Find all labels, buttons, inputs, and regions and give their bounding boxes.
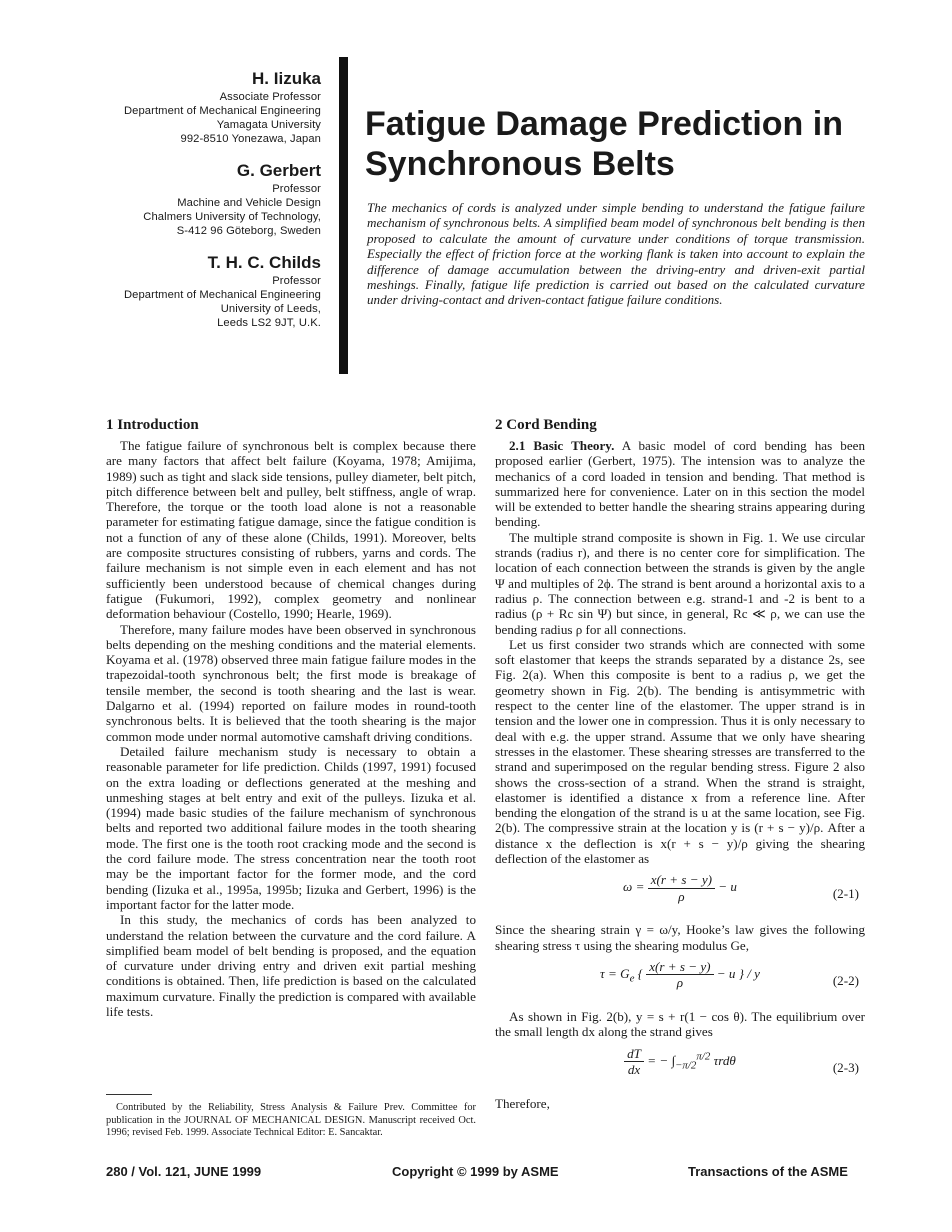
- equation-number: (2-1): [832, 886, 859, 902]
- author-affiliation: Associate Professor: [219, 91, 321, 103]
- paragraph: In this study, the mechanics of cords has been analyzed to understand the relation between the curvature and the cord failure. A simplified beam model of belt bending is proposed, and the equation of curvature under driving entry and driven exit partial meshing conditions is obtained. Then, life prediction is based on the calculated maximum curvature. Finally the prediction is compared with available life tests.: [106, 912, 476, 1019]
- equation-body: ω = $\frac{x(r + s - y)}{\rho}$ − u: [623, 872, 737, 904]
- right-column: [495, 416, 865, 1111]
- author-affiliation: Department of Mechanical Engineering: [123, 289, 321, 301]
- paragraph: Detailed failure mechanism study is necessary to obtain a reasonable parameter for life prediction. Childs (1997, 1991) focused on the extra loading or deflections generated at the meshing and unmeshing stages at belt entry and exit of the pulleys. Iizuka et al. (1994) made basic studies of the failure mechanism of synchronous belts and reported two additional failure modes in the tooth shearing mode. The first one is the tooth root cracking mode and the second is the cord failure mode. The stress concentration near the tooth root may be the important factor for the former mode, and the cord bending (Iizuka et al., 1995a, 1995b; Iizuka and Gerbert, 1996) is the important factor for the latter mode.: [106, 743, 476, 912]
- paper-title: Fatigue Damage Prediction in Synchronous Belts: [365, 105, 843, 183]
- footer-page-info: 280 / Vol. 121, JUNE 1999: [106, 1164, 262, 1179]
- equation-body: $\frac{dT}{dx}$ = − $\int_{-\pi/2}^{\pi/2}$ τrdθ: [495, 1046, 865, 1078]
- paragraph: Since the shearing strain γ = ω/y, Hooke’s law gives the following shearing stress τ using the shearing modulus Ge,: [495, 922, 865, 953]
- author-affiliation: 992-8510 Yonezawa, Japan: [180, 133, 321, 145]
- equation-number: (2-2): [832, 972, 859, 988]
- abstract: The mechanics of cords is analyzed under simple bending to understand the fatigue failure mechanism of synchronous belts. A simplified beam model of synchronous belt bending is then proposed to calculate the amount of curvature under conditions of torque transmission. Especially the effect of friction force at the working flank is taken into account to explain the difference of damage accumulation between the driving-entry and driven-exit partial meshings. Finally, fatigue life prediction is carried out based on the calculated curvature under driving-contact and driven-contact fatigue failure conditions.: [367, 200, 865, 308]
- footnote-rule: [106, 1094, 152, 1095]
- equation-number: (2-3): [832, 1059, 859, 1075]
- author-affiliation: S-412 96 Göteborg, Sweden: [176, 225, 321, 237]
- equation-2-3: [495, 1046, 865, 1090]
- author-block: [61, 68, 321, 344]
- author-name: T. H. C. Childs: [207, 253, 321, 272]
- author-affiliation: Leeds LS2 9JT, U.K.: [217, 317, 321, 329]
- section-heading: 2 Cord Bending: [495, 417, 597, 433]
- author-affiliation: Machine and Vehicle Design: [177, 197, 321, 209]
- author-affiliation: Department of Mechanical Engineering: [123, 105, 321, 117]
- author-iizuka: [61, 68, 321, 146]
- left-column: [106, 416, 476, 1019]
- author-affiliation: Chalmers University of Technology,: [143, 211, 321, 223]
- paragraph: The multiple strand composite is shown in Fig. 1. We use circular strands (radius r), and there is no center core for simplification. The location of each connection between the strands is given by the angle Ψ and multiples of 2ϕ. The strand is bent around a horizontal axis to a radius ρ. The connection between e.g. strand-1 and -2 is bent to a radius (ρ + Rc sin Ψ) but since, in general, Rc ≪ ρ, we can use the bending radius ρ for all connections.: [495, 529, 865, 637]
- paragraph: Let us first consider two strands which are connected with some soft elastomer that keeps the strands separated by a distance 2s, see Fig. 2(a). When this composite is bent to a radius ρ, we get the geometry shown in Fig. 2(b). The bending is antisymmetric with respect to the center line of the elastomer. The upper strand is in tension and the lower one in compression. Thus it is only necessary to deal with e.g. the upper strand. Assume that we only have shearing stresses in the elastomer. These shearing stresses are transferred to the strand and superimposed on the regular bending stress. Figure 2 also shows the cross-section of a strand. When the strand is straight, elastomer is identified a distance x from a reference line. After bending the elongation of the strand is u at the same location, see Fig. 2(b). The compressive strain at the location y is (r + s − y)/ρ. After a distance x the deflection is x(r + s − y)/ρ giving the shearing deflection of the elastomer as: [495, 636, 865, 867]
- paragraph: The fatigue failure of synchronous belt is complex because there are many factors that affect belt failure (Koyama, 1978; Amijima, 1989) such as tight and slack side tensions, pulley diameter, belt pitch, pitch difference between belt and pulley, belt stiffness, angle of wrap. Therefore, the torque or the tooth load alone is not a reasonable parameter for estimating fatigue damage, since the fatigue condition is not a function of any of these alone (Childs, 1991). Moreover, belts are composite structures consisting of rubbers, yarns and cords. The failure mechanism is not simple even in each element and has not sufficiently been understood because of chemical changes during fatigue (Fukumori, 1992), complex geometry and nonlinear deformation behaviour (Costello, 1990; Hearle, 1969).: [106, 438, 476, 622]
- equation-2-1: [495, 872, 865, 916]
- author-affiliation: Professor: [272, 183, 321, 195]
- subsection-heading: 2.1 Basic Theory.: [509, 438, 615, 453]
- equation-2-2: [495, 959, 865, 1003]
- section-heading: 1 Introduction: [106, 417, 199, 433]
- paragraph: Therefore,: [495, 1095, 550, 1111]
- paragraph: As shown in Fig. 2(b), y = s + r(1 − cos θ). The equilibrium over the small length dx along the strand gives: [495, 1008, 865, 1040]
- author-affiliation: University of Leeds,: [220, 303, 321, 315]
- author-affiliation: Professor: [272, 275, 321, 287]
- paragraph-text: A basic model of cord bending has been proposed earlier (Gerbert, 1975). The intension was to analyze the mechanics of a cord loaded in tension and bending. That method is summarized here for convenience. Later on in this section the model will be extended to better handle the shearing strains appearing during bending.: [495, 438, 865, 530]
- title-divider-bar: [339, 57, 348, 374]
- author-name: H. Iizuka: [252, 69, 321, 88]
- footer-copyright: Copyright © 1999 by ASME: [392, 1164, 559, 1179]
- footnote: Contributed by the Reliability, Stress Analysis & Failure Prev. Committee for publication in the JOURNAL OF MECHANICAL DESIGN. Manuscript received Oct. 1996; revised Feb. 1999. Associate Technical Editor: E. Sancaktar.: [106, 1102, 476, 1139]
- paragraph: [495, 438, 865, 530]
- author-affiliation: Yamagata University: [216, 119, 321, 131]
- author-childs: [61, 252, 321, 330]
- author-gerbert: [61, 160, 321, 238]
- equation-body: $\tau = G_e$ { $\frac{x(r + s - y)}{\rho}$ − u } / y: [600, 958, 760, 991]
- paragraph: Therefore, many failure modes have been observed in synchronous belts depending on the meshing conditions and the material elements. Koyama et al. (1978) observed three main fatigue failure modes in the trapezoidal-tooth synchronous belt; the first mode is breakage of tensile member, the second is tooth shearing and the last is wear. Dalgarno et al. (1994) reported on failure modes in round-tooth synchronous belts. It is believed that the tooth shearing is the major common mode under normal automotive camshaft driving conditions.: [106, 621, 476, 744]
- author-name: G. Gerbert: [236, 161, 321, 180]
- footer-journal: Transactions of the ASME: [688, 1164, 848, 1179]
